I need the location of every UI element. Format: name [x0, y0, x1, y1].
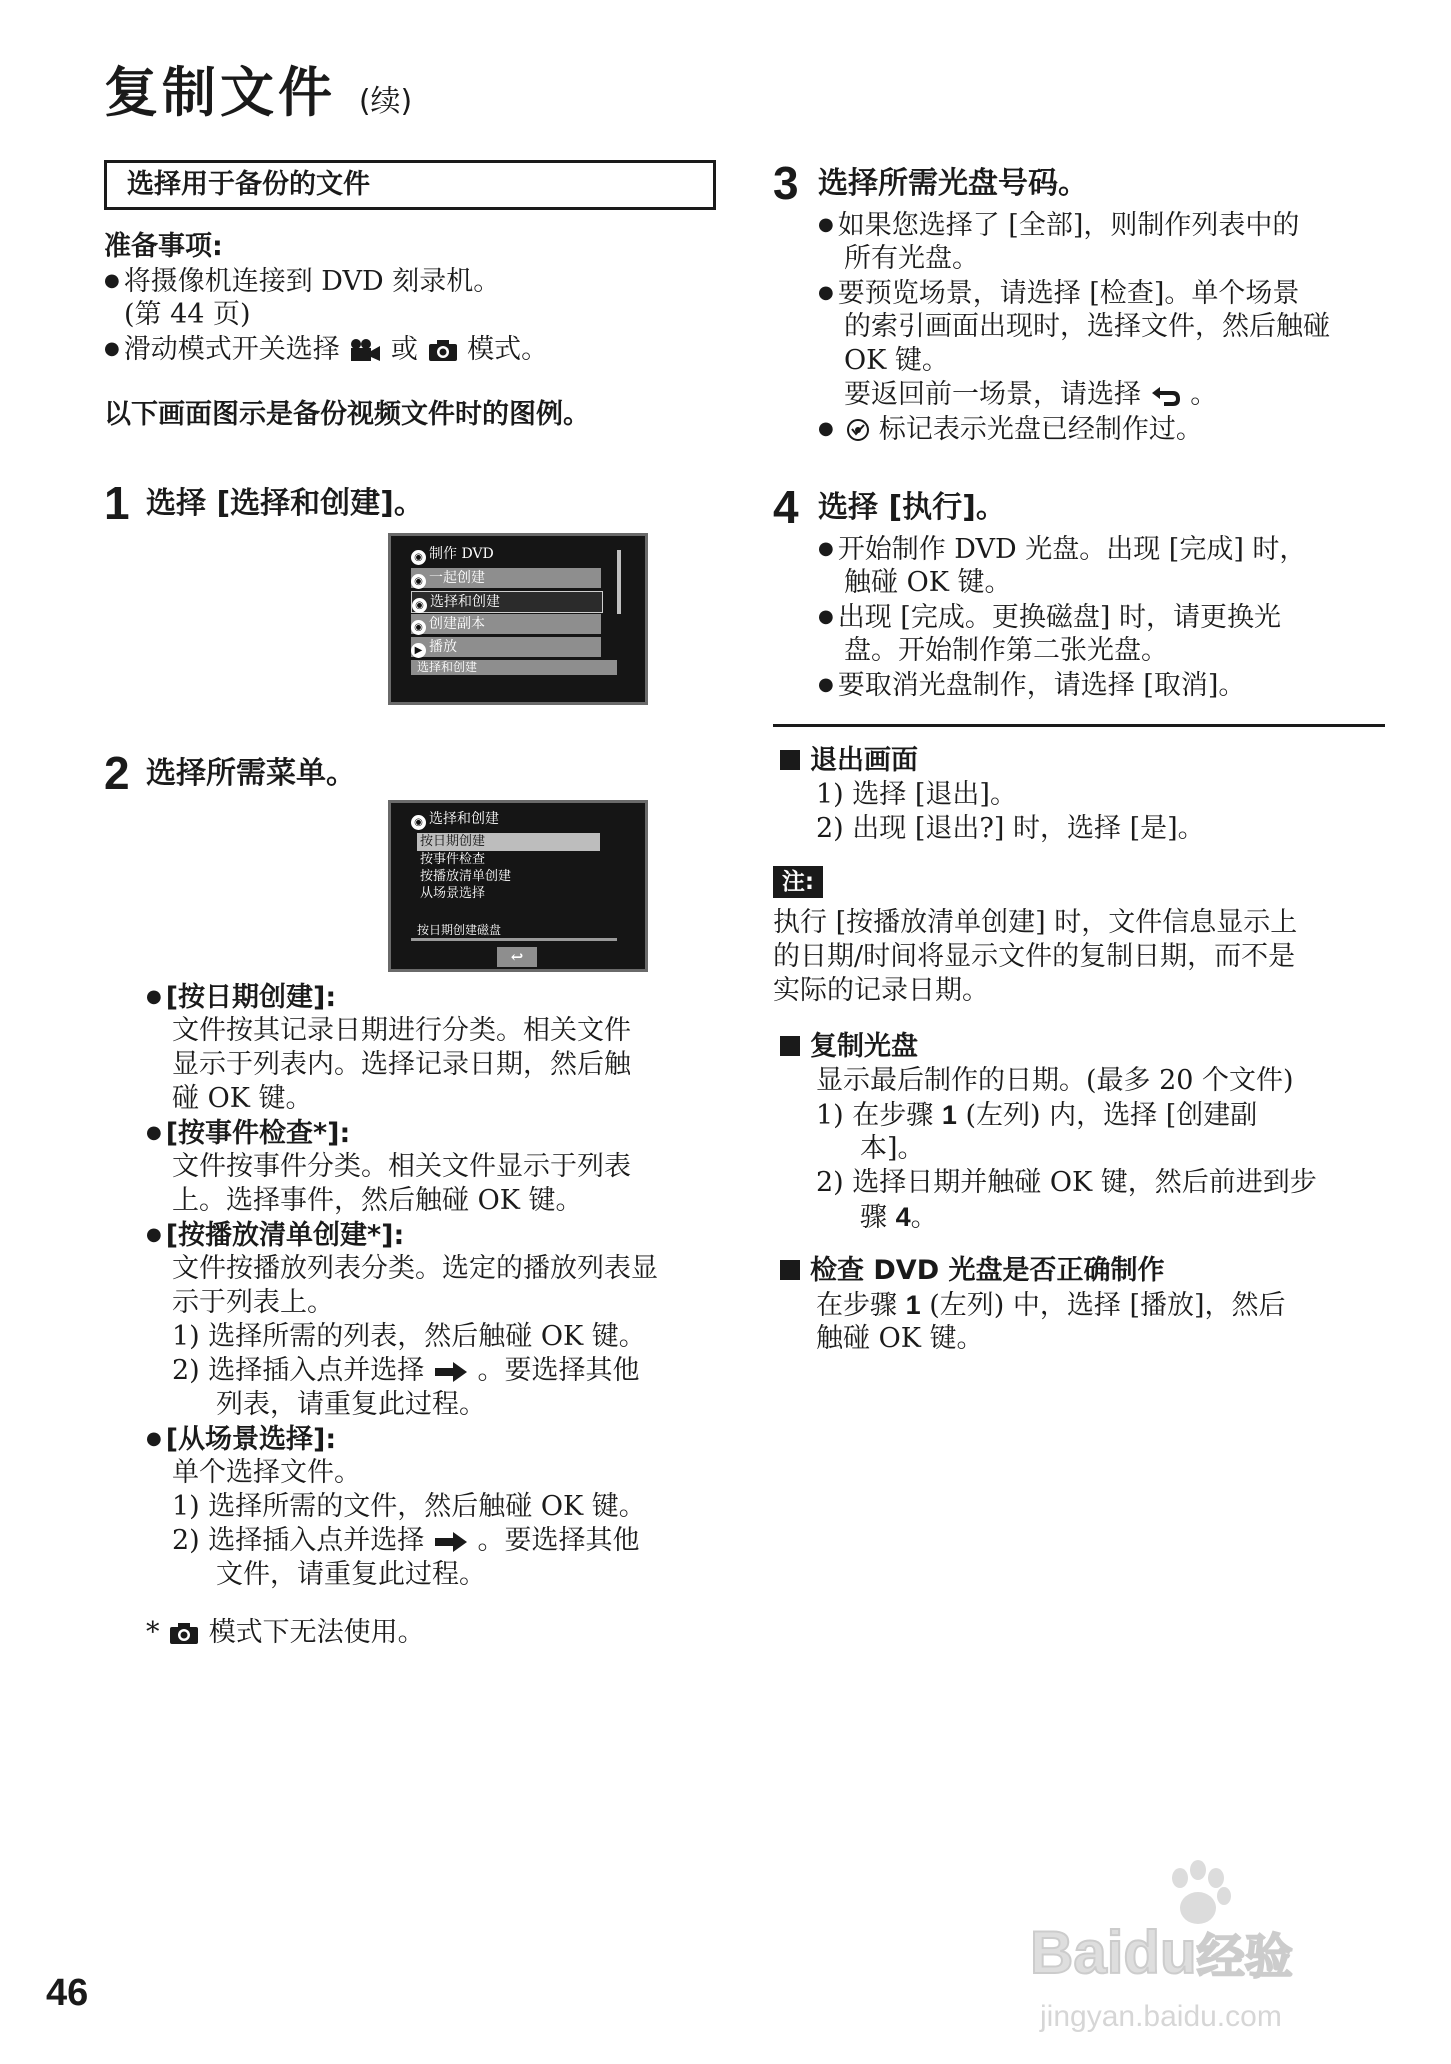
- step-ref-number: 1: [941, 1100, 957, 1130]
- screen1-item-create-all[interactable]: [411, 568, 601, 588]
- step-3-number: 3: [773, 157, 799, 209]
- step-3-line: OK 键。: [844, 345, 949, 376]
- screen1-scrollbar[interactable]: [617, 550, 621, 614]
- play-icon: ▶: [411, 643, 426, 658]
- watermark-brand-du: du: [1123, 1919, 1197, 1986]
- screen2-item-by-scene[interactable]: 从场景选择: [420, 886, 486, 901]
- page-title-suffix: (续): [358, 84, 413, 119]
- step-3-line: 的索引画面出现时，选择文件，然后触碰: [844, 311, 1330, 342]
- by-event-line: 上。选择事件，然后触碰 OK 键。: [172, 1185, 583, 1216]
- copy-disc-step-1: [816, 1098, 1257, 1133]
- check-dvd-heading: [780, 1254, 1165, 1288]
- copy-disc-step-2: 2) 选择日期并触碰 OK 键，然后前进到步: [816, 1167, 1317, 1198]
- copy-disc-step-1-text: 1) 在步骤: [816, 1100, 934, 1131]
- by-playlist-label-text: [按播放清单创建*]:: [165, 1220, 405, 1251]
- footnote-star: *: [146, 1617, 160, 1648]
- section-divider: [773, 724, 1385, 727]
- by-date-label-text: [按日期创建]:: [165, 982, 337, 1013]
- step-3-text: 选择所需光盘号码。: [818, 166, 1088, 201]
- still-camera-icon: [427, 338, 459, 362]
- by-scene-step-2: [172, 1524, 639, 1558]
- prep-item-1: ● 将摄像机连接到 DVD 刻录机。: [104, 264, 500, 299]
- check-dvd-line: [816, 1288, 1286, 1323]
- note-tag: 注:: [773, 866, 823, 898]
- copy-disc-heading: [780, 1030, 918, 1064]
- exit-heading-text: 退出画面: [810, 745, 918, 776]
- step-4-number: 4: [773, 481, 799, 533]
- step-2-number: 2: [104, 747, 130, 799]
- note-line: 实际的记录日期。: [773, 975, 989, 1006]
- screen2-back-button[interactable]: ↩: [497, 947, 537, 967]
- exit-step-1: 1) 选择 [退出]。: [816, 779, 1017, 810]
- copy-disc-step-2-cont: [860, 1200, 938, 1235]
- screen1-item-label: 创建副本: [429, 616, 485, 632]
- by-scene-label-text: [从场景选择]:: [165, 1424, 337, 1455]
- step-3-mark-line: [818, 412, 1203, 447]
- footnote: [146, 1616, 425, 1650]
- square-bullet-icon: [780, 1036, 800, 1056]
- copy-disc-step-2-cont-text: 骤: [860, 1202, 887, 1233]
- watermark-brand: [1030, 1918, 1293, 1987]
- by-scene-label: [146, 1422, 336, 1457]
- prep-item-2: [104, 332, 548, 367]
- note-line: 执行 [按播放清单创建] 时，文件信息显示上: [773, 907, 1298, 938]
- step-3-back-line: [844, 378, 1217, 412]
- by-scene-line: 单个选择文件。: [172, 1457, 361, 1488]
- page-title: [104, 50, 412, 127]
- prep-item-2-text: 滑动模式开关选择: [123, 334, 340, 365]
- disc-icon: ◉: [412, 598, 427, 613]
- prep-item-2-suffix: 模式。: [467, 334, 549, 365]
- by-playlist-label: [146, 1218, 404, 1253]
- exit-heading: [780, 744, 918, 778]
- disc-icon: ◉: [411, 574, 426, 589]
- copy-disc-step-1-tail: (左列) 内，选择 [创建副: [965, 1100, 1258, 1131]
- still-camera-icon: [168, 1621, 200, 1645]
- screen2-header: [411, 809, 611, 829]
- by-playlist-step-2-cont: 列表，请重复此过程。: [216, 1389, 486, 1420]
- disc-icon: ◉: [411, 815, 426, 830]
- by-date-label: [146, 980, 336, 1015]
- copy-disc-step-2-period: 。: [910, 1202, 938, 1233]
- step-2-text: 选择所需菜单。: [146, 756, 356, 791]
- page-title-text: 复制文件: [104, 61, 336, 124]
- by-scene-step-2-text: 2) 选择插入点并选择: [172, 1525, 425, 1556]
- screen1-header-text: 制作 DVD: [429, 546, 494, 562]
- watermark-url: jingyan.baidu.com: [1040, 2000, 1282, 2033]
- step-1-number: 1: [104, 477, 130, 529]
- arrow-right-icon: [433, 1531, 469, 1553]
- step-4-line: ● 开始制作 DVD 光盘。出现 [完成] 时，: [818, 532, 1306, 567]
- intro-text: 以下画面图示是备份视频文件时的图例。: [104, 399, 590, 430]
- step-ref-number: 1: [905, 1290, 921, 1320]
- check-dvd-line: 触碰 OK 键。: [816, 1323, 984, 1354]
- screen1-header: [411, 544, 611, 564]
- by-playlist-step-2: [172, 1354, 639, 1388]
- by-scene-step-2-cont: 文件，请重复此过程。: [216, 1559, 486, 1590]
- screen1-item-copy[interactable]: [411, 614, 601, 634]
- step-ref-number: 4: [895, 1202, 911, 1232]
- screen2-header-text: 选择和创建: [429, 811, 499, 827]
- disc-made-mark-icon: [846, 418, 870, 442]
- by-playlist-step-1: 1) 选择所需的列表，然后触碰 OK 键。: [172, 1321, 646, 1352]
- step-3-line: 所有光盘。: [844, 243, 979, 274]
- note-line: 的日期/时间将显示文件的复制日期，而不是: [773, 941, 1296, 972]
- disc-icon: ◉: [411, 550, 426, 565]
- by-date-line: 文件按其记录日期进行分类。相关文件: [172, 1015, 631, 1046]
- by-scene-step-2-tail: 。要选择其他: [477, 1525, 640, 1556]
- screen1-footer: 选择和创建: [411, 660, 617, 675]
- screen1-item-label: 选择和创建: [430, 594, 500, 610]
- prep-item-page-ref: (第 44 页): [124, 299, 251, 330]
- footnote-text: 模式下无法使用。: [208, 1617, 425, 1648]
- screen2-item-by-date[interactable]: 按日期创建: [417, 833, 600, 851]
- screen1-item-label: 一起创建: [429, 570, 485, 586]
- by-date-line: 碰 OK 键。: [172, 1083, 313, 1114]
- square-bullet-icon: [780, 750, 800, 770]
- screen1-item-label: 播放: [429, 639, 457, 655]
- by-playlist-step-2-tail: 。要选择其他: [477, 1355, 640, 1386]
- check-dvd-line-tail: (左列) 中，选择 [播放]，然后: [929, 1290, 1286, 1321]
- by-playlist-line: 示于列表上。: [172, 1287, 334, 1318]
- screen2-footer: 按日期创建磁盘: [411, 923, 617, 941]
- step-3-line: ● 如果您选择了 [全部]，则制作列表中的: [818, 208, 1299, 243]
- step-1-text: 选择 [选择和创建]。: [146, 486, 424, 521]
- step-3-mark-text: 标记表示光盘已经制作过。: [878, 414, 1203, 445]
- prep-heading: 准备事项:: [104, 231, 223, 262]
- by-event-label: [146, 1116, 350, 1151]
- by-date-line: 显示于列表内。选择记录日期，然后触: [172, 1049, 631, 1080]
- screen1-item-play[interactable]: [411, 637, 601, 657]
- menu-screen-make-dvd: [388, 533, 648, 705]
- check-dvd-line-text: 在步骤: [816, 1290, 897, 1321]
- step-4-line: ● 要取消光盘制作，请选择 [取消]。: [818, 668, 1245, 703]
- by-playlist-step-2-text: 2) 选择插入点并选择: [172, 1355, 425, 1386]
- copy-disc-step-1-cont: 本]。: [860, 1133, 925, 1164]
- step-4-line: ● 出现 [完成。更换磁盘] 时，请更换光: [818, 600, 1281, 635]
- menu-screen-select-create: [388, 800, 648, 972]
- screen2-item-by-event[interactable]: 按事件检查: [420, 852, 486, 867]
- section-heading-box: 选择用于备份的文件: [104, 160, 716, 210]
- step-3-back-text: 要返回前一场景，请选择: [844, 379, 1141, 410]
- step-4-line: 盘。开始制作第二张光盘。: [844, 635, 1168, 666]
- disc-icon: ◉: [411, 620, 426, 635]
- watermark-brand-suffix: 经验: [1196, 1929, 1293, 1985]
- screen1-item-select-create[interactable]: [411, 591, 603, 613]
- step-3-back-tail: 。: [1190, 379, 1218, 410]
- by-scene-step-1: 1) 选择所需的文件，然后触碰 OK 键。: [172, 1491, 646, 1522]
- check-dvd-heading-text: 检查 DVD 光盘是否正确制作: [810, 1255, 1165, 1286]
- by-event-line: 文件按事件分类。相关文件显示于列表: [172, 1151, 631, 1182]
- baidu-watermark: [1030, 1860, 1430, 2040]
- video-camera-icon: [348, 338, 382, 362]
- page-number: 46: [46, 1972, 89, 2014]
- prep-item-2-or: 或: [390, 334, 418, 365]
- by-event-label-text: [按事件检查*]:: [165, 1118, 351, 1149]
- copy-disc-line: 显示最后制作的日期。(最多 20 个文件): [816, 1065, 1294, 1096]
- screen2-item-by-playlist[interactable]: 按播放清单创建: [420, 869, 512, 884]
- arrow-right-icon: [433, 1361, 469, 1383]
- step-3-line: ● 要预览场景，请选择 [检查]。单个场景: [818, 276, 1299, 311]
- watermark-brand-bai: Bai: [1030, 1919, 1124, 1986]
- step-4-line: 触碰 OK 键。: [844, 567, 1012, 598]
- by-playlist-line: 文件按播放列表分类。选定的播放列表显: [172, 1253, 658, 1284]
- square-bullet-icon: [780, 1260, 800, 1280]
- return-icon: [1150, 383, 1182, 407]
- step-4-text: 选择 [执行]。: [818, 490, 1006, 525]
- exit-step-2: 2) 出现 [退出?] 时，选择 [是]。: [816, 813, 1205, 844]
- copy-disc-heading-text: 复制光盘: [810, 1031, 918, 1062]
